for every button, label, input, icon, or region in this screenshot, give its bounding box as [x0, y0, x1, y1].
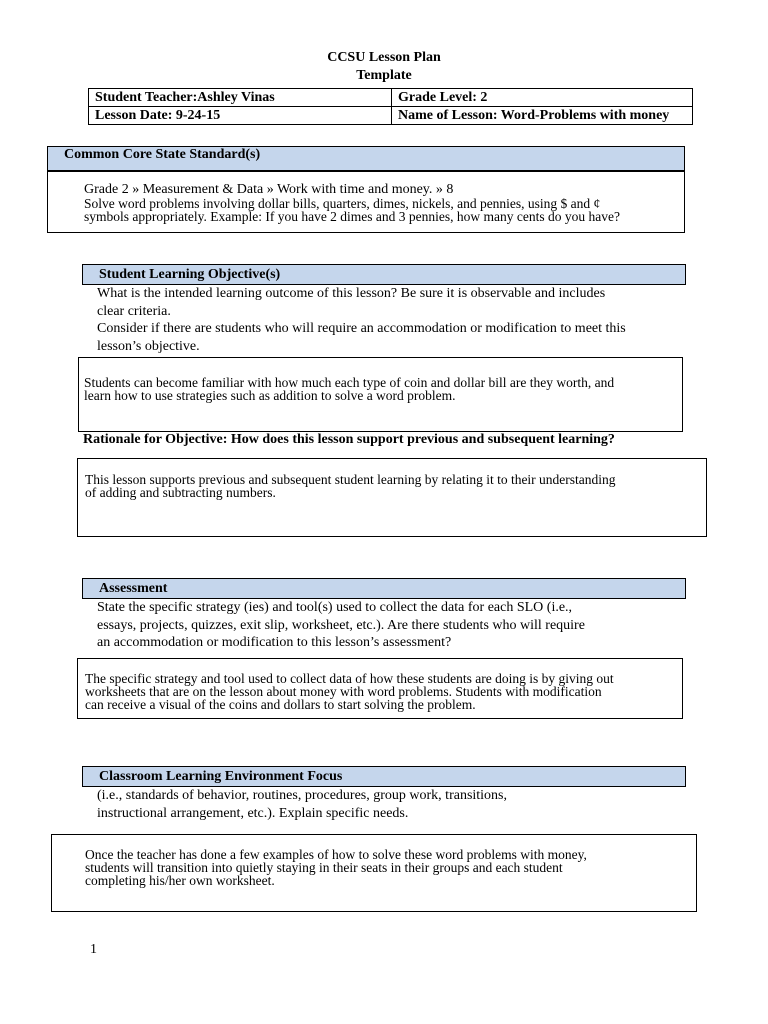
rationale-answer-box [77, 458, 707, 537]
assessment-heading: Assessment [82, 578, 686, 599]
environment-answer-line: students will transition into quietly staying in their seats in their groups and each student [85, 860, 563, 875]
environment-prompt [97, 787, 507, 822]
environment-answer-line: completing his/her own worksheet. [85, 873, 275, 888]
assessment-answer-line: worksheets that are on the lesson about money with word problems. Students with modification [85, 684, 602, 699]
assessment-prompt-line: an accommodation or modification to this lesson’s assessment? [97, 635, 452, 650]
lesson-info-table [88, 88, 693, 125]
rationale-answer-line: of adding and subtracting numbers. [85, 485, 276, 500]
page-number: 1 [90, 942, 97, 957]
standards-line: Grade 2 » Measurement & Data » Work with time and money. » 8 [84, 182, 454, 197]
objectives-answer-line: Students can become familiar with how much each type of coin and dollar bill are they worth, and [84, 375, 615, 390]
assessment-answer-box [77, 658, 683, 719]
standards-line: Solve word problems involving dollar bills, quarters, dimes, nickels, and pennies, using $ and ¢ [84, 196, 601, 211]
objectives-prompt-line: What is the intended learning outcome of this lesson? Be sure it is observable and includes [97, 286, 606, 301]
assessment-prompt-line: essays, projects, quizzes, exit slip, worksheet, etc.). Are there students who will require [97, 617, 585, 633]
assessment-prompt-line: State the specific strategy (ies) and tool(s) used to collect the data for each SLO (i.e., [97, 600, 573, 615]
environment-prompt-line: instructional arrangement, etc.). Explain specific needs. [97, 805, 409, 821]
objectives-answer-line: learn how to use strategies such as addition to solve a word problem. [84, 388, 456, 403]
assessment-answer-line: The specific strategy and tool used to collect data of how these students are doing is by giving out [85, 671, 614, 686]
lesson-name-cell: Name of Lesson: Word-Problems with money [392, 107, 693, 125]
objectives-prompt-line: lesson’s objective. [97, 338, 200, 354]
document-subtitle: Template [356, 68, 412, 83]
assessment-answer-line: can receive a visual of the coins and dollars to start solving the problem. [85, 697, 476, 712]
grade-level-cell: Grade Level: 2 [392, 89, 693, 107]
standards-heading: Common Core State Standard(s) [47, 146, 685, 171]
objectives-prompt-line: Consider if there are students who will require an accommodation or modification to meet this [97, 321, 626, 336]
objectives-prompt [97, 285, 626, 355]
objectives-prompt-line: clear criteria. [97, 303, 171, 319]
environment-answer-line: Once the teacher has done a few examples of how to solve these word problems with money, [85, 847, 587, 862]
lesson-date-cell: Lesson Date: 9-24-15 [89, 107, 392, 125]
student-teacher-cell: Student Teacher:Ashley Vinas [89, 89, 392, 107]
objectives-answer-box [78, 357, 683, 432]
objectives-heading: Student Learning Objective(s) [82, 264, 686, 285]
assessment-prompt [97, 599, 585, 652]
document-title: CCSU Lesson Plan [327, 50, 441, 65]
standards-line: symbols appropriately. Example: If you have 2 dimes and 3 pennies, how many cents do you have? [84, 209, 620, 224]
environment-answer-box [51, 834, 697, 912]
environment-heading: Classroom Learning Environment Focus [82, 766, 686, 787]
standards-box [47, 171, 685, 233]
environment-prompt-line: (i.e., standards of behavior, routines, procedures, group work, transitions, [97, 788, 508, 803]
rationale-answer-line: This lesson supports previous and subsequent student learning by relating it to their understanding [85, 472, 616, 487]
rationale-heading: Rationale for Objective: How does this lesson support previous and subsequent learning? [83, 432, 615, 447]
